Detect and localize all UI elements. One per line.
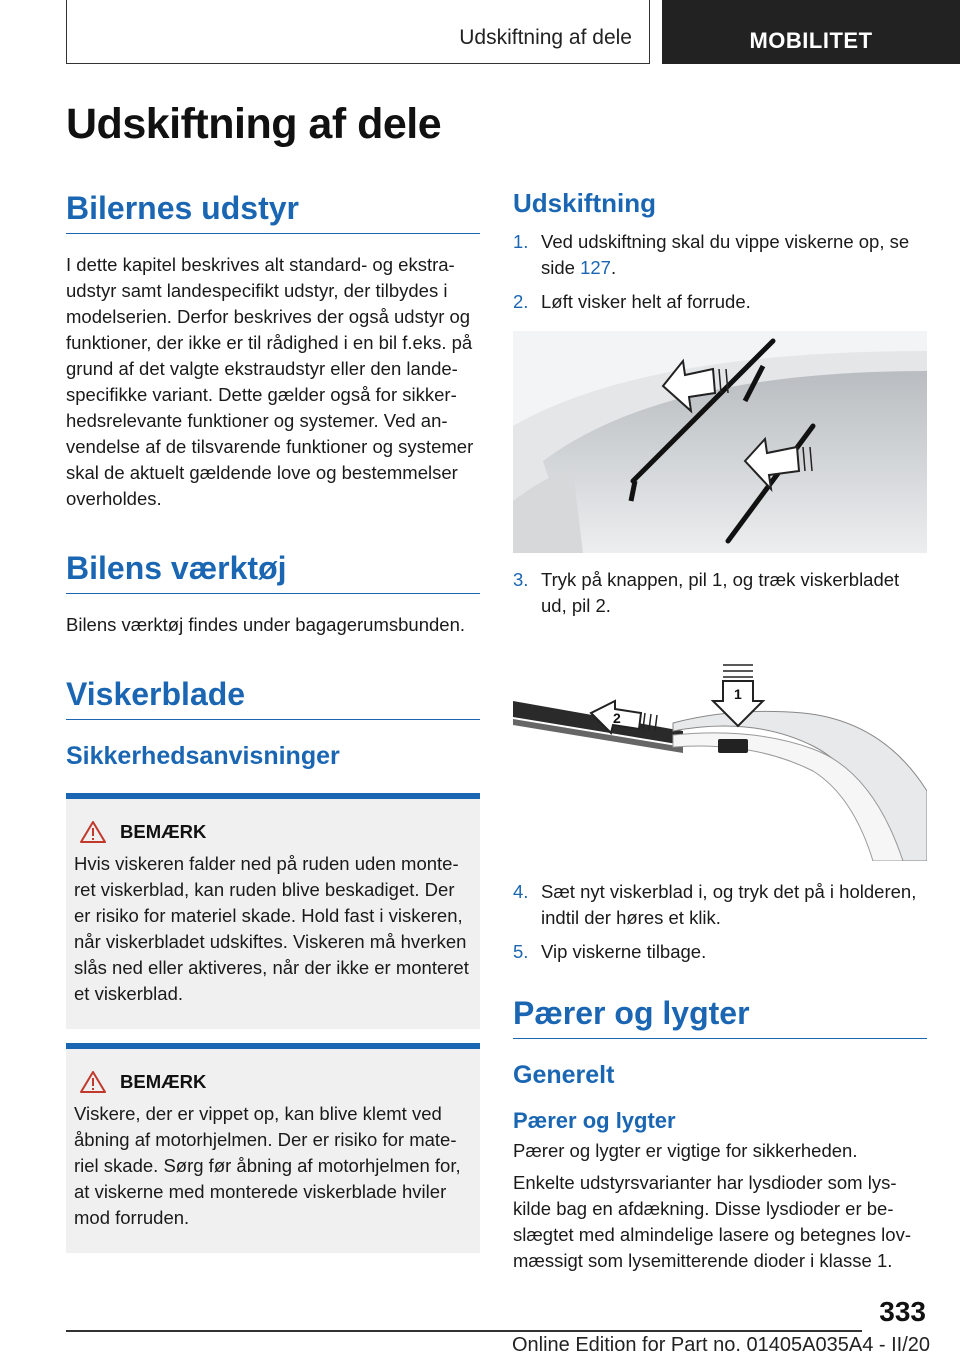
heading-paerer: Pærer og lygter — [513, 995, 927, 1039]
steps-list — [513, 229, 927, 315]
warning-icon — [80, 821, 106, 843]
footer-edition: Online Edition for Part no. 01405A035A4 - II/20 — [511, 1334, 930, 1356]
wiper-illustration — [513, 331, 927, 553]
heading-vaerktoej: Bilens værktøj — [66, 550, 480, 594]
heading-udskiftning: Udskiftning — [513, 188, 656, 218]
list-item: 4. Sæt nyt viskerblad i, og tryk det på i holderen, indtil der høres et klik. — [513, 881, 917, 928]
page-link[interactable]: 127 — [580, 257, 611, 278]
note-text: Hvis viskeren falder ned på ruden uden monteret viskerblad, kan ruden blive beskadiget. Der er risiko for materiel skade. Hold fast i viskeren, når viskerbladet udskiftes. Viskeren må hverken slås ned eller aktiveres, når der ikke er monteret et viskerblad. — [74, 853, 469, 1004]
right-column — [513, 188, 927, 1274]
note-text: Viskere, der er vippet op, kan blive klemt ved åbning af motorhjelmen. Der er risiko for materiel skade. Sørg før åbning af motorhjelmen for, at viskerne med monterede viskerblade hviler mod forruden. — [74, 1103, 461, 1228]
list-item: 2. Løft visker helt af forrude. — [513, 291, 751, 312]
wiper-figure — [513, 331, 927, 553]
arrow-label-2: 2 — [613, 710, 621, 726]
list-item: 3. Tryk på knappen, pil 1, og træk viskerbladet ud, pil 2. — [513, 569, 900, 616]
header-chapter-tab[interactable]: MOBILITET — [662, 0, 960, 64]
paragraph-paerer-2: Enkelte udstyrsvarianter har lysdioder som lyskilde bag en afdækning. Disse lysdioder er beslægtet med almindelige lasere og betegnes lovmæssigt som lysemitterende dioder i klasse 1. — [513, 1172, 911, 1271]
note-label: BEMÆRK — [120, 821, 207, 842]
footer-divider — [66, 1330, 862, 1332]
list-item: 1. Ved udskiftning skal du vippe viskerne op, se side 127. — [513, 231, 910, 278]
note-box — [66, 1043, 480, 1253]
subheading-sikkerhed: Sikkerhedsanvisninger — [66, 742, 340, 770]
paragraph-vaerktoej: Bilens værktøj findes under bagagerumsbunden. — [66, 614, 466, 635]
note-label: BEMÆRK — [120, 1071, 207, 1092]
subheading-generelt: Generelt — [513, 1061, 615, 1089]
subsubheading-paerer: Pærer og lygter — [513, 1108, 676, 1133]
blade-figure — [513, 661, 927, 861]
paragraph-bilernes-udstyr: I dette kapitel beskrives alt standard- og ekstraudstyr samt landespecifikt udstyr, der tilbydes i modelserien. Derfor beskrives der også udstyr og funktioner, der ikke er til rådighed i en bil f.eks. på grund af det valgte ekstraudstyr eller den landespecifikke variant. Dette gælder også for sikkerhedsrelevante funktioner og systemer. Ved anvendelse af de tilsvarende funktioner og systemer skal de aktuelt gældende love og bestemmelser overholdes. — [66, 254, 474, 509]
page-number: 333 — [879, 1296, 926, 1327]
steps-list — [513, 879, 927, 965]
page-title: Udskiftning af dele — [66, 100, 442, 148]
heading-viskerblade: Viskerblade — [66, 676, 480, 720]
warning-icon — [80, 1071, 106, 1093]
paragraph-paerer-1: Pærer og lygter er vigtige for sikkerheden. — [513, 1140, 858, 1161]
arrow-label-1: 1 — [734, 686, 742, 702]
left-column — [66, 190, 480, 1253]
note-box — [66, 793, 480, 1029]
steps-list — [513, 567, 927, 619]
heading-bilernes-udstyr: Bilernes udstyr — [66, 190, 480, 234]
header-section-title: Udskiftning af dele — [459, 26, 632, 49]
list-item: 5. Vip viskerne tilbage. — [513, 941, 707, 962]
blade-illustration — [513, 661, 927, 861]
